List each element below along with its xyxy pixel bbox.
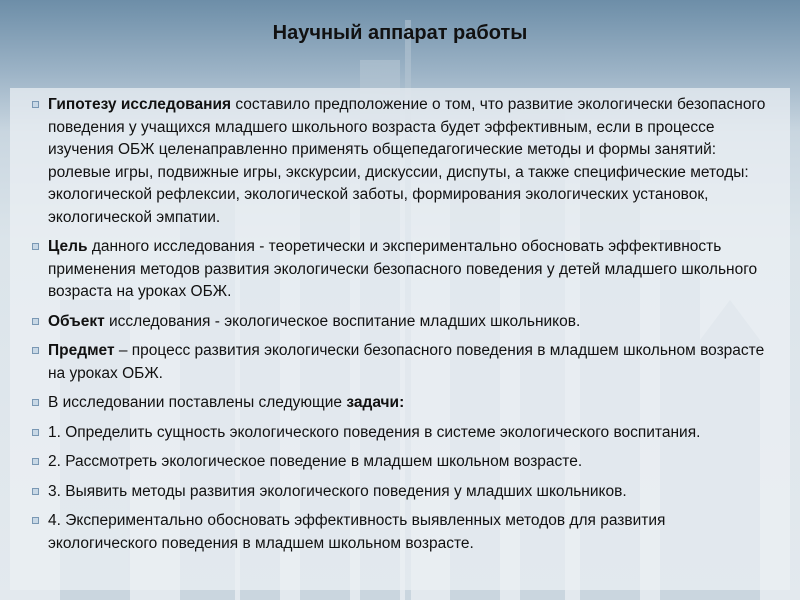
item-bold: Цель xyxy=(48,238,88,255)
item-text: исследования - экологическое воспитание младших школьников. xyxy=(104,312,581,330)
bullet-icon xyxy=(32,347,39,354)
item-text: 2. Рассмотреть экологическое поведение в младшем школьном возрасте. xyxy=(48,453,583,470)
item-bold: Предмет xyxy=(48,342,115,359)
bullet-icon xyxy=(32,517,39,524)
item-text: 3. Выявить методы развития экологического поведения у младших школьников. xyxy=(48,482,627,500)
list-item-task-1 xyxy=(28,422,773,445)
item-text: 4. Экспериментально обосновать эффективность выявленных методов для развития экологического поведения в младшем школьном возрасте. xyxy=(48,512,666,552)
bullet-icon xyxy=(32,429,39,436)
list-item-task-4 xyxy=(28,510,773,555)
slide-title: Научный аппарат работы xyxy=(272,22,528,44)
bullet-icon xyxy=(32,399,39,406)
content-list xyxy=(28,94,773,562)
item-text: данного исследования - теоретически и экспериментально обосновать эффективность применения методов развития экологически безопасного поведения у детей младшего школьного возраста на уроках ОБЖ. xyxy=(48,238,758,300)
list-item-tasks-intro xyxy=(28,392,773,415)
bullet-icon xyxy=(32,318,39,325)
bullet-icon xyxy=(32,488,39,495)
list-item-task-2 xyxy=(28,451,773,474)
list-item-hypothesis xyxy=(28,94,773,229)
list-item-goal xyxy=(28,236,773,304)
item-text: В исследовании поставлены следующие xyxy=(48,394,347,411)
list-item-task-3 xyxy=(28,481,773,504)
list-item-subject xyxy=(28,340,773,385)
item-text: – процесс развития экологически безопасного поведения в младшем школьном возрасте на уроках ОБЖ. xyxy=(48,342,765,382)
item-bold: Гипотезу исследования xyxy=(48,96,232,113)
bullet-icon xyxy=(32,101,39,108)
item-bold: задачи: xyxy=(346,394,405,411)
item-text: составило предположение о том, что развитие экологически безопасного поведения у учащихся младшего школьного возраста будет эффективным, если в процессе изучения ОБЖ целенаправленно применять общепедагогические методы и формы занятий: ролевые игры, подвижные игры, экскурсии, дискуссии, диспуты, а также специфические методы: экологической рефлексии, экологической заботы, формирования экологических установок, экологической эмпатии. xyxy=(48,96,766,226)
item-bold: Объект xyxy=(48,312,105,330)
item-text: 1. Определить сущность экологического поведения в системе экологического воспитания. xyxy=(48,423,701,441)
bullet-icon xyxy=(32,243,39,250)
list-item-object xyxy=(28,311,773,334)
bullet-icon xyxy=(32,458,39,465)
